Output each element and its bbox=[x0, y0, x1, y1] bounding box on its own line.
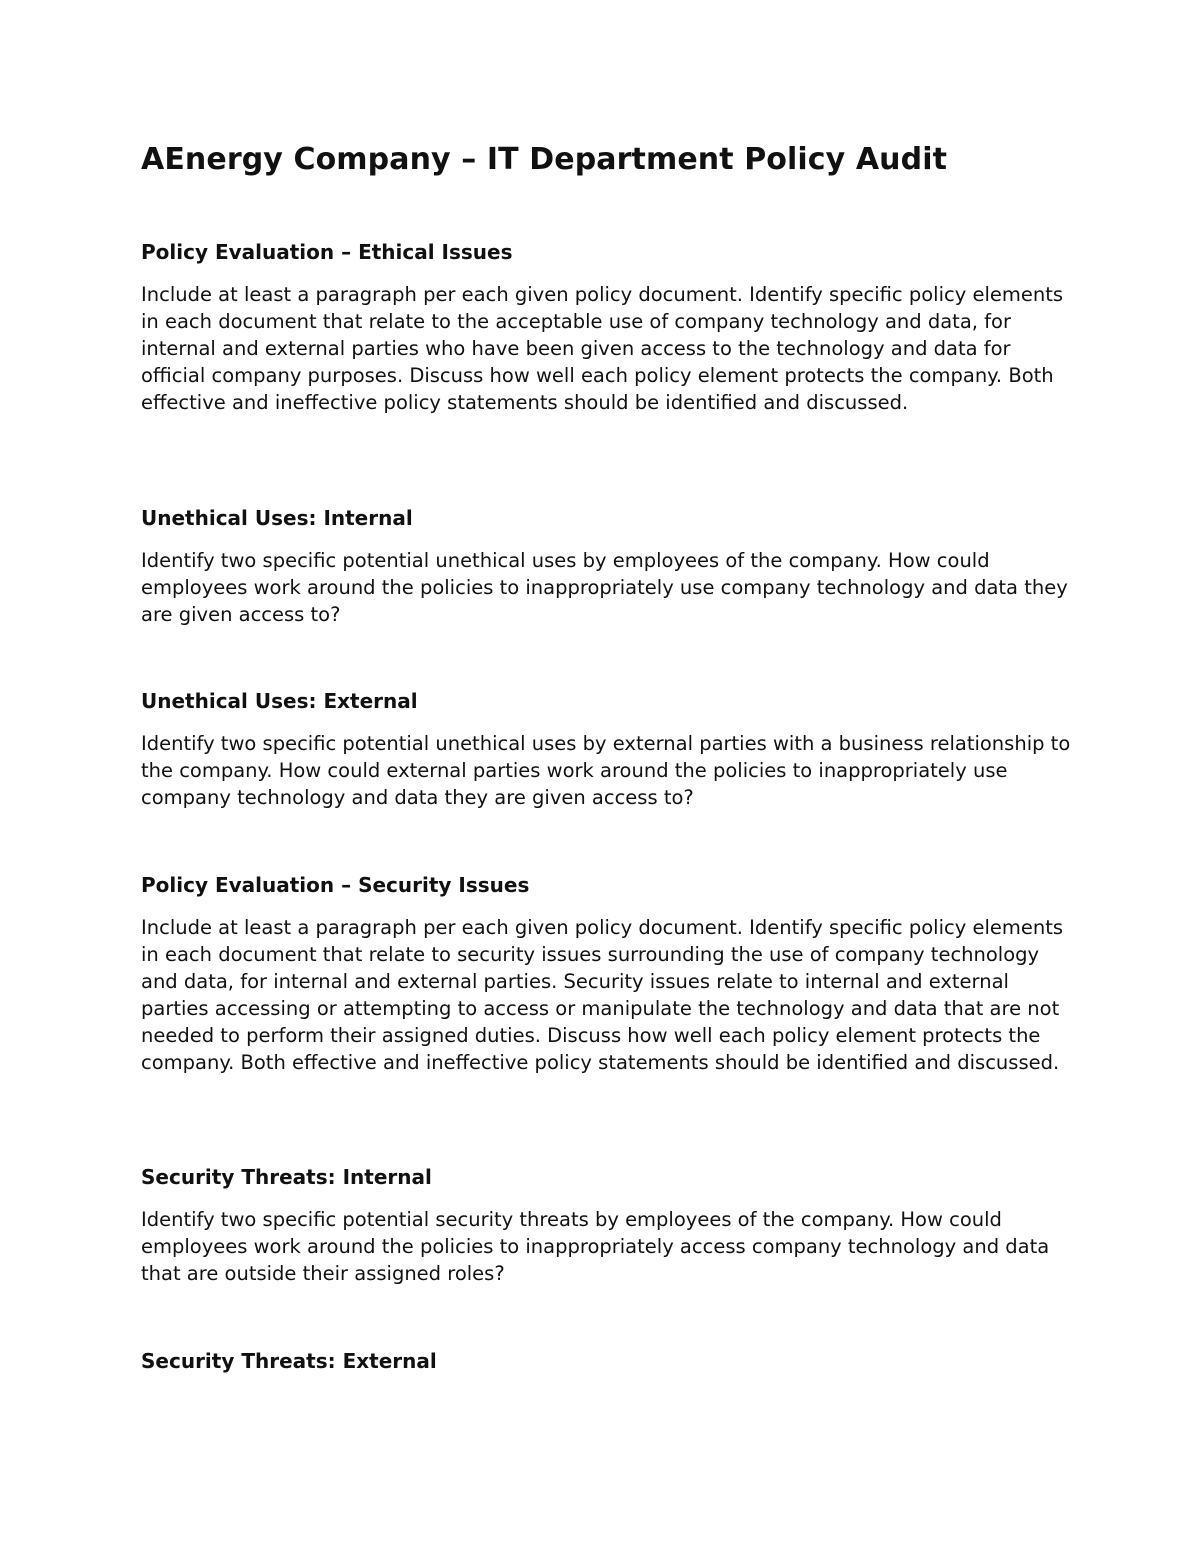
section-security-threats-internal bbox=[141, 1163, 1081, 1287]
section-body: Identify two specific potential unethical uses by external parties with a business relationship to the company. How could external parties work around the policies to inappropriately use company technology and data they are given access to? bbox=[141, 732, 1071, 810]
section-security-issues bbox=[141, 871, 1081, 1077]
section-ethical-issues bbox=[141, 238, 1081, 416]
section-security-threats-external bbox=[141, 1347, 1081, 1375]
section-heading: Policy Evaluation – Security Issues bbox=[141, 873, 530, 897]
section-heading: Security Threats: Internal bbox=[141, 1165, 432, 1189]
section-heading: Unethical Uses: External bbox=[141, 689, 418, 713]
section-unethical-uses-external bbox=[141, 687, 1081, 811]
section-body: Identify two specific potential unethical uses by employees of the company. How could employees work around the policies to inappropriately use company technology and data they are given access to? bbox=[141, 549, 1068, 627]
section-heading: Unethical Uses: Internal bbox=[141, 506, 413, 530]
document-title: AEnergy Company – IT Department Policy Audit bbox=[141, 142, 948, 177]
section-unethical-uses-internal bbox=[141, 504, 1081, 628]
section-heading: Security Threats: External bbox=[141, 1349, 437, 1373]
section-body: Identify two specific potential security threats by employees of the company. How could employees work around the policies to inappropriately access company technology and data that are outside their assigned roles? bbox=[141, 1208, 1050, 1286]
section-body: Include at least a paragraph per each given policy document. Identify specific policy elements in each document that relate to the acceptable use of company technology and data, for internal and external parties who have been given access to the technology and data for official company purposes. Discuss how well each policy element protects the company. Both effective and ineffective policy statements should be identified and discussed. bbox=[141, 283, 1064, 415]
section-body: Include at least a paragraph per each given policy document. Identify specific policy elements in each document that relate to security issues surrounding the use of company technology and data, for internal and external parties. Security issues relate to internal and external parties accessing or attempting to access or manipulate the technology and data that are not needed to perform their assigned duties. Discuss how well each policy element protects the company. Both effective and ineffective policy statements should be identified and discussed. bbox=[141, 916, 1064, 1075]
section-heading: Policy Evaluation – Ethical Issues bbox=[141, 240, 513, 264]
